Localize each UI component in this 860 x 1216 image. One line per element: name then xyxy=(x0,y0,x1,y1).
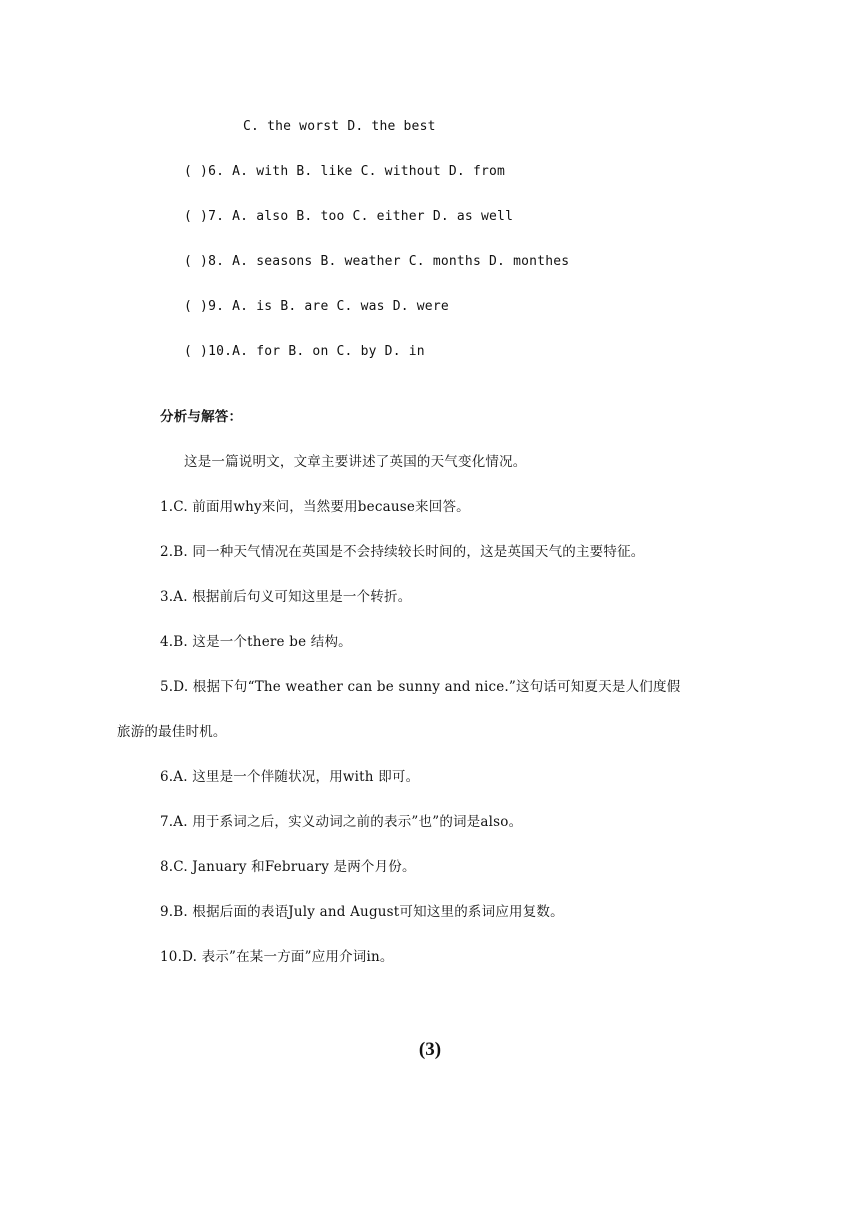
analysis-intro: 这是一篇说明文，文章主要讲述了英国的天气变化情况。 xyxy=(184,454,527,470)
answer-line: 10.D. 表示”在某一方面”应用介词in。 xyxy=(160,949,394,965)
answer-line: 5.D. 根据下句“The weather can be sunny and nice.”这句话可知夏天是人们度假 xyxy=(160,679,681,695)
answer-line: 4.B. 这是一个there be 结构。 xyxy=(160,634,352,650)
answer-line: 2.B. 同一种天气情况在英国是不会持续较长时间的，这是英国天气的主要特征。 xyxy=(160,544,645,560)
answer-line: 1.C. 前面用why来问，当然要用because来回答。 xyxy=(160,499,470,515)
analysis-heading: 分析与解答： xyxy=(160,409,243,425)
option-line: C. the worst D. the best xyxy=(243,119,436,134)
option-line: ( )10.A. for B. on C. by D. in xyxy=(184,344,425,359)
answer-line: 8.C. January 和February 是两个月份。 xyxy=(160,859,416,875)
option-line: ( )6. A. with B. like C. without D. from xyxy=(184,164,506,179)
section-number: (3) xyxy=(418,1039,442,1060)
answer-line-continuation: 旅游的最佳时机。 xyxy=(117,724,227,740)
option-line: ( )7. A. also B. too C. either D. as well xyxy=(184,209,514,224)
answer-line: 3.A. 根据前后句义可知这里是一个转折。 xyxy=(160,589,412,605)
answer-line: 7.A. 用于系词之后，实义动词之前的表示”也”的词是also。 xyxy=(160,814,523,830)
answer-line: 6.A. 这里是一个伴随状况，用with 即可。 xyxy=(160,769,420,785)
option-line: ( )8. A. seasons B. weather C. months D. monthes xyxy=(184,254,570,269)
answer-line: 9.B. 根据后面的表语July and August可知这里的系词应用复数。 xyxy=(160,904,564,920)
option-line: ( )9. A. is B. are C. was D. were xyxy=(184,299,449,314)
